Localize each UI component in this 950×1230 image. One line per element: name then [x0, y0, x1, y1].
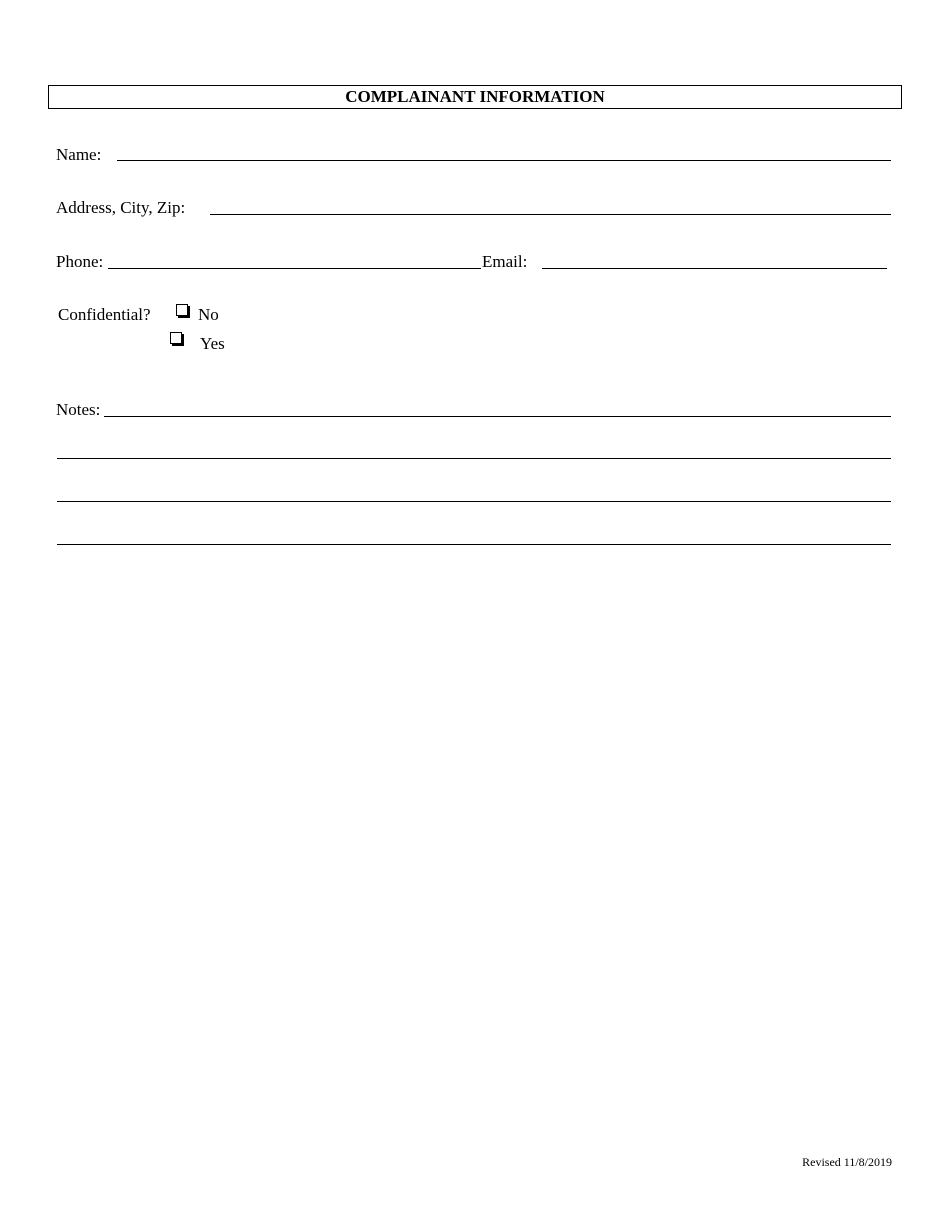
section-title: COMPLAINANT INFORMATION	[345, 87, 605, 106]
confidential-yes-checkbox[interactable]	[170, 332, 182, 344]
confidential-yes-label: Yes	[200, 334, 225, 353]
notes-field-line-2[interactable]	[57, 458, 891, 459]
name-field[interactable]	[117, 160, 891, 161]
section-header	[48, 85, 902, 109]
phone-label: Phone:	[56, 252, 104, 271]
notes-field-line-3[interactable]	[57, 501, 891, 502]
address-field[interactable]	[210, 214, 891, 215]
name-label: Name:	[56, 145, 102, 164]
notes-field-line-4[interactable]	[57, 544, 891, 545]
email-field[interactable]	[542, 268, 887, 269]
phone-field[interactable]	[108, 268, 481, 269]
notes-field-line-1[interactable]	[104, 416, 891, 417]
revision-date: Revised 11/8/2019	[802, 1155, 892, 1169]
address-label: Address, City, Zip:	[56, 198, 186, 217]
notes-label: Notes:	[56, 400, 101, 419]
confidential-label: Confidential?	[58, 305, 151, 324]
confidential-no-checkbox[interactable]	[176, 304, 188, 316]
email-label: Email:	[482, 252, 528, 271]
confidential-no-label: No	[198, 305, 219, 324]
